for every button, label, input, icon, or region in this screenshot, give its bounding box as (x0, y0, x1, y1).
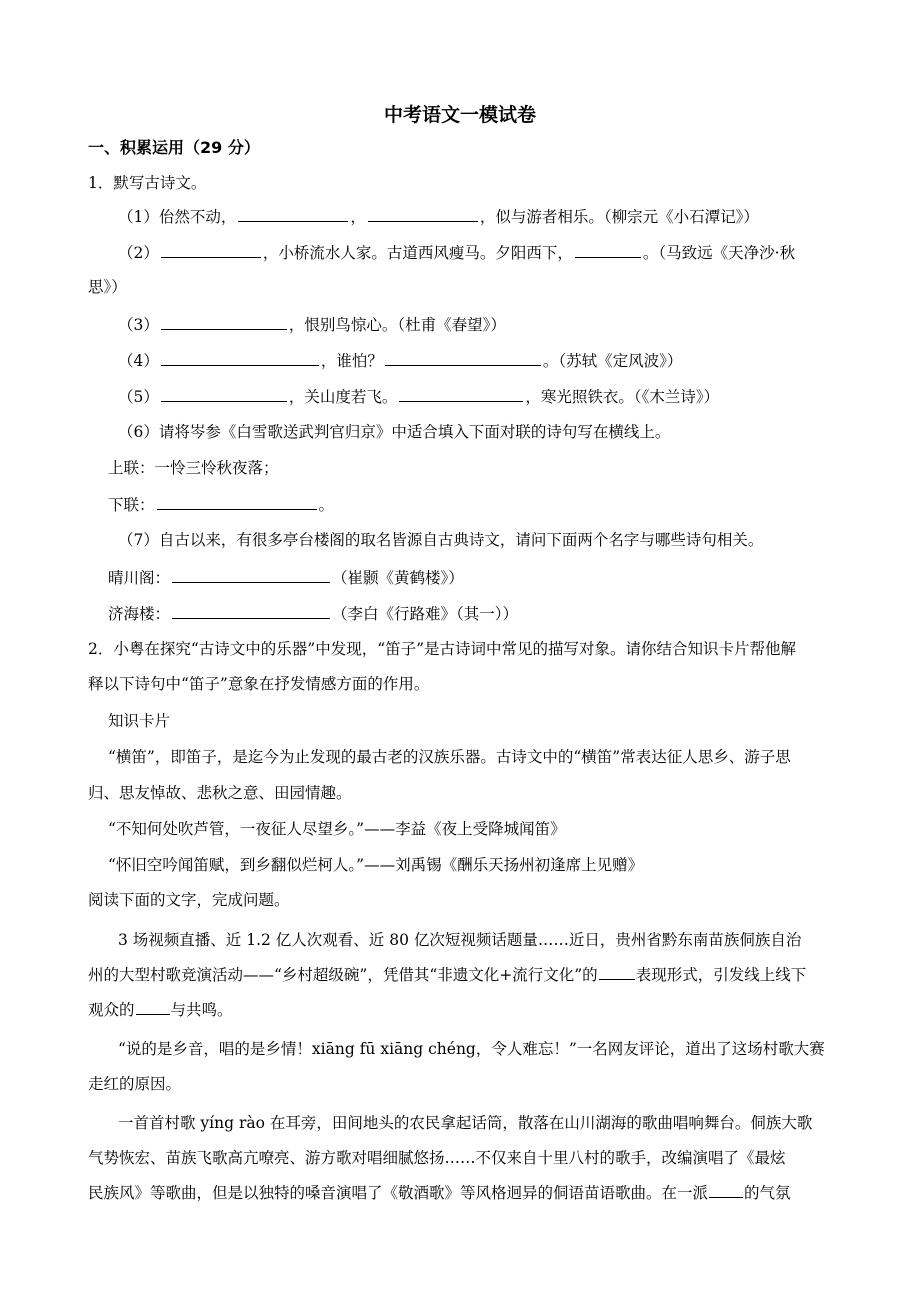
couplet-lower: 下联： 。 (108, 493, 334, 516)
answer-blank[interactable] (161, 349, 319, 366)
reading-para-1-line-2: 州的大型村歌竞演活动——“乡村超级碗”，凭借其“非遗文化+流行文化”的 表现形式，引发线上线下 (88, 966, 807, 984)
fill-blank[interactable] (709, 1183, 743, 1198)
qingchuan-pavilion: 晴川阁： （崔颢《黄鹤楼》） (108, 566, 464, 589)
q1-item-7: （7）自古以来，有很多亭台楼阁的取名皆源自古典诗文，请问下面两个名字与哪些诗句相关。 (118, 531, 764, 549)
q1-item-2-cont: 思》） (88, 278, 127, 296)
question-2-stem: 2．小粤在探究“古诗文中的乐器”中发现，“笛子”是古诗词中常见的描写对象。请你结合知识卡片帮他解 (88, 640, 797, 658)
reading-para-3-line-1: 一首首村歌 yíng rào 在耳旁，田间地头的农民拿起话筒，散落在山川湖海的歌曲唱响舞台。侗族大歌 (118, 1114, 813, 1132)
answer-blank[interactable] (161, 241, 261, 258)
knowledge-card-text-cont: 归、思友悼故、悲秋之意、田园情趣。 (88, 784, 352, 802)
answer-blank[interactable] (161, 313, 287, 330)
reading-para-2-line-1: “说的是乡音，唱的是乡情！xiāng fū xiāng chéng，令人难忘！”一名网友评论，道出了这场村歌大赛 (118, 1040, 825, 1058)
question-1-stem: 1．默写古诗文。 (88, 174, 207, 192)
q1-item-2: （2） ，小桥流水人家。古道西风瘦马。夕阳西下， 。（马致远《天净沙·秋 (118, 241, 795, 264)
reading-intro: 阅读下面的文字，完成问题。 (88, 891, 290, 909)
reading-para-2-line-2: 走红的原因。 (88, 1075, 182, 1093)
fill-blank[interactable] (136, 1000, 170, 1015)
q1-item-3: （3） ，恨别鸟惊心。（杜甫《春望》） (118, 313, 506, 336)
section-heading: 一、积累运用（29 分） (88, 138, 260, 157)
knowledge-card-title: 知识卡片 (108, 712, 171, 730)
answer-blank[interactable] (157, 493, 317, 510)
reading-para-3-line-3: 民族风》等歌曲，但是以独特的嗓音演唱了《敬酒歌》等风格迥异的侗语苗语歌曲。在一派 的气氛 (88, 1184, 791, 1202)
answer-blank[interactable] (575, 241, 641, 258)
answer-blank[interactable] (238, 205, 348, 222)
question-2-stem-cont: 释以下诗句中“笛子”意象在抒发情感方面的作用。 (88, 675, 430, 693)
q1-item-4: （4） ，谁怕？ 。（苏轼《定风波》） (118, 349, 682, 372)
q1-item-1: （1）佁然不动， ， ，似与游者相乐。（柳宗元《小石潭记》） (118, 205, 759, 228)
reading-para-1-line-1: 3 场视频直播、近 1.2 亿人次观看、近 80 亿次短视频话题量……近日，贵州省黔东南苗族侗族自治 (118, 931, 802, 949)
page-title: 中考语文一模试卷 (383, 104, 536, 126)
answer-blank[interactable] (385, 349, 541, 366)
fill-blank[interactable] (599, 965, 635, 980)
answer-blank[interactable] (368, 205, 478, 222)
answer-blank[interactable] (172, 602, 330, 619)
poem-quote-1: “不知何处吹芦管，一夜征人尽望乡。”——李益《夜上受降城闻笛》 (108, 820, 566, 838)
answer-blank[interactable] (172, 566, 330, 583)
q1-item-5: （5） ，关山度若飞。 ，寒光照铁衣。（《木兰诗》） (118, 385, 719, 408)
answer-blank[interactable] (161, 385, 287, 402)
reading-para-3-line-2: 气势恢宏、苗族飞歌高亢嘹亮、游方歌对唱细腻悠扬……不仅来自十里八村的歌手，改编演唱了《最炫 (88, 1149, 786, 1167)
knowledge-card-text: “横笛”，即笛子，是迄今为止发现的最古老的汉族乐器。古诗文中的“横笛”常表达征人思乡、游子思 (108, 748, 791, 766)
answer-blank[interactable] (399, 385, 523, 402)
reading-para-1-line-3: 观众的 与共鸣。 (88, 1001, 233, 1019)
q1-item-6: （6）请将岑参《白雪歌送武判官归京》中适合填入下面对联的诗句写在横线上。 (118, 423, 671, 441)
couplet-upper: 上联：一怜三怜秋夜落； (108, 459, 279, 477)
jihai-tower: 济海楼： （李白《行路难》（其一）） (108, 602, 518, 625)
poem-quote-2: “怀旧空吟闻笛赋，到乡翻似烂柯人。”——刘禹锡《酬乐天扬州初逢席上见赠》 (108, 856, 644, 874)
